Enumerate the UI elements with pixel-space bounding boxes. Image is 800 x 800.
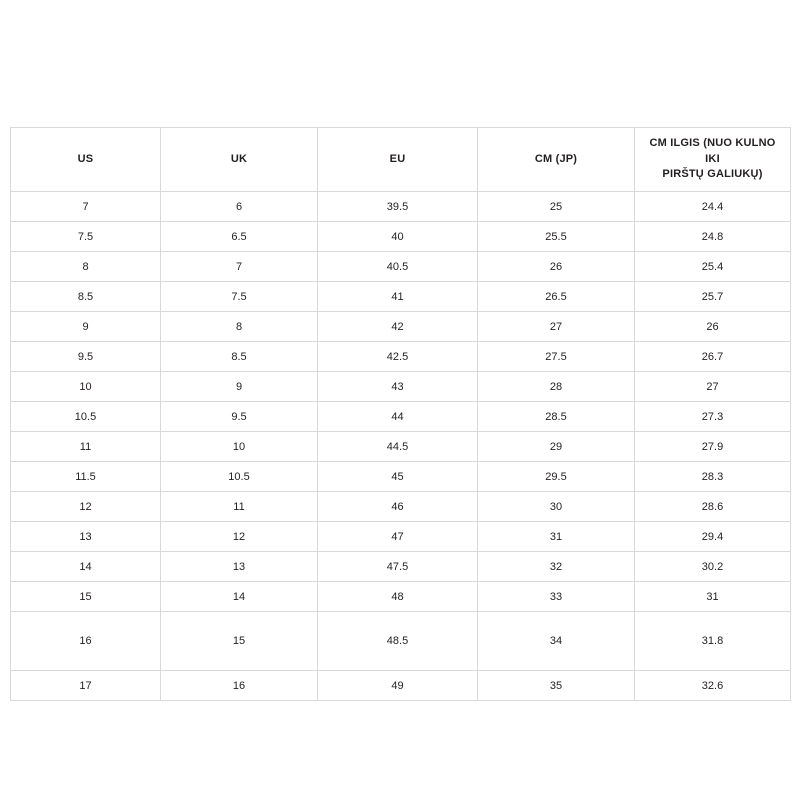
cell-cm-length: 30.2 xyxy=(635,552,791,582)
cell-cm-jp: 28 xyxy=(478,372,635,402)
table-row xyxy=(11,582,791,612)
cell-uk: 10.5 xyxy=(161,462,318,492)
cell-uk: 13 xyxy=(161,552,318,582)
table-row xyxy=(11,342,791,372)
cell-us: 7.5 xyxy=(11,222,161,252)
cell-us: 10 xyxy=(11,372,161,402)
cell-cm-length: 28.3 xyxy=(635,462,791,492)
table-row xyxy=(11,372,791,402)
cell-uk: 8 xyxy=(161,312,318,342)
cell-us: 17 xyxy=(11,671,161,701)
table-row xyxy=(11,671,791,701)
cell-cm-length: 24.8 xyxy=(635,222,791,252)
cell-eu: 42 xyxy=(318,312,478,342)
table-header xyxy=(11,128,791,192)
cell-cm-jp: 31 xyxy=(478,522,635,552)
cell-cm-jp: 28.5 xyxy=(478,402,635,432)
cell-uk: 8.5 xyxy=(161,342,318,372)
cell-cm-jp: 27 xyxy=(478,312,635,342)
column-header-cm-jp xyxy=(478,128,635,192)
cell-cm-jp: 29 xyxy=(478,432,635,462)
table-row xyxy=(11,462,791,492)
cell-us: 7 xyxy=(11,192,161,222)
size-chart-container xyxy=(10,127,790,701)
table-body xyxy=(11,192,791,701)
cell-uk: 15 xyxy=(161,612,318,671)
column-header-cm-length-line-1: CM ILGIS (NUO KULNO IKI xyxy=(649,136,776,165)
cell-cm-length: 25.4 xyxy=(635,252,791,282)
cell-us: 16 xyxy=(11,612,161,671)
table-header-row xyxy=(11,128,791,192)
cell-eu: 41 xyxy=(318,282,478,312)
cell-us: 8.5 xyxy=(11,282,161,312)
cell-us: 11 xyxy=(11,432,161,462)
cell-eu: 45 xyxy=(318,462,478,492)
table-row xyxy=(11,282,791,312)
table-row xyxy=(11,552,791,582)
cell-uk: 9.5 xyxy=(161,402,318,432)
table-row xyxy=(11,522,791,552)
cell-cm-length: 25.7 xyxy=(635,282,791,312)
column-header-cm-length-line-2: PIRŠTŲ GALIUKŲ) xyxy=(662,168,763,181)
column-header-uk xyxy=(161,128,318,192)
cell-uk: 11 xyxy=(161,492,318,522)
cell-cm-length: 28.6 xyxy=(635,492,791,522)
table-row xyxy=(11,252,791,282)
cell-us: 12 xyxy=(11,492,161,522)
column-header-us-line-1: US xyxy=(77,152,94,165)
cell-uk: 16 xyxy=(161,671,318,701)
cell-uk: 9 xyxy=(161,372,318,402)
cell-cm-length: 32.6 xyxy=(635,671,791,701)
cell-us: 9 xyxy=(11,312,161,342)
table-row xyxy=(11,402,791,432)
cell-us: 8 xyxy=(11,252,161,282)
column-header-uk-line-1: UK xyxy=(230,152,248,165)
cell-cm-jp: 30 xyxy=(478,492,635,522)
cell-cm-jp: 29.5 xyxy=(478,462,635,492)
cell-cm-length: 27 xyxy=(635,372,791,402)
cell-cm-jp: 33 xyxy=(478,582,635,612)
cell-eu: 48.5 xyxy=(318,612,478,671)
cell-cm-jp: 26 xyxy=(478,252,635,282)
table-row xyxy=(11,612,791,671)
table-row xyxy=(11,222,791,252)
column-header-us xyxy=(11,128,161,192)
column-header-eu xyxy=(318,128,478,192)
cell-eu: 43 xyxy=(318,372,478,402)
cell-eu: 39.5 xyxy=(318,192,478,222)
table-row xyxy=(11,432,791,462)
cell-cm-length: 31.8 xyxy=(635,612,791,671)
cell-us: 10.5 xyxy=(11,402,161,432)
cell-eu: 49 xyxy=(318,671,478,701)
column-header-cm-length xyxy=(635,128,791,192)
cell-us: 15 xyxy=(11,582,161,612)
cell-eu: 42.5 xyxy=(318,342,478,372)
cell-uk: 10 xyxy=(161,432,318,462)
cell-us: 9.5 xyxy=(11,342,161,372)
cell-cm-jp: 26.5 xyxy=(478,282,635,312)
table-row xyxy=(11,192,791,222)
cell-cm-jp: 27.5 xyxy=(478,342,635,372)
cell-eu: 40.5 xyxy=(318,252,478,282)
cell-cm-length: 29.4 xyxy=(635,522,791,552)
cell-cm-length: 31 xyxy=(635,582,791,612)
cell-cm-jp: 25.5 xyxy=(478,222,635,252)
cell-cm-length: 27.3 xyxy=(635,402,791,432)
cell-cm-jp: 32 xyxy=(478,552,635,582)
cell-cm-length: 26.7 xyxy=(635,342,791,372)
cell-cm-jp: 34 xyxy=(478,612,635,671)
cell-cm-length: 26 xyxy=(635,312,791,342)
cell-us: 13 xyxy=(11,522,161,552)
table-row xyxy=(11,492,791,522)
cell-eu: 44 xyxy=(318,402,478,432)
size-chart-table xyxy=(10,127,791,701)
cell-eu: 47 xyxy=(318,522,478,552)
cell-eu: 46 xyxy=(318,492,478,522)
cell-uk: 12 xyxy=(161,522,318,552)
cell-us: 14 xyxy=(11,552,161,582)
cell-eu: 47.5 xyxy=(318,552,478,582)
column-header-cm-jp-line-1: CM (JP) xyxy=(534,152,578,165)
cell-cm-length: 27.9 xyxy=(635,432,791,462)
cell-uk: 7.5 xyxy=(161,282,318,312)
cell-uk: 14 xyxy=(161,582,318,612)
cell-uk: 6.5 xyxy=(161,222,318,252)
cell-uk: 7 xyxy=(161,252,318,282)
cell-eu: 48 xyxy=(318,582,478,612)
column-header-eu-line-1: EU xyxy=(389,152,406,165)
cell-eu: 40 xyxy=(318,222,478,252)
cell-cm-jp: 25 xyxy=(478,192,635,222)
cell-us: 11.5 xyxy=(11,462,161,492)
cell-cm-length: 24.4 xyxy=(635,192,791,222)
table-row xyxy=(11,312,791,342)
cell-eu: 44.5 xyxy=(318,432,478,462)
cell-cm-jp: 35 xyxy=(478,671,635,701)
cell-uk: 6 xyxy=(161,192,318,222)
